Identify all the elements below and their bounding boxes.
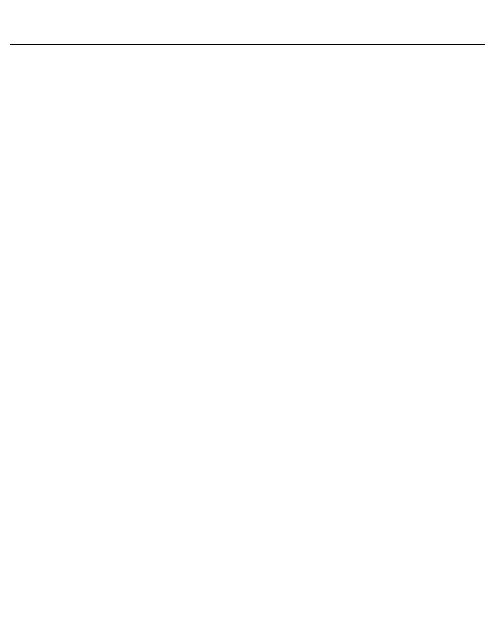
header-rule	[10, 44, 485, 45]
page-header	[0, 28, 495, 44]
figure-10-chart	[0, 88, 495, 268]
figure-11-chart	[0, 342, 495, 522]
